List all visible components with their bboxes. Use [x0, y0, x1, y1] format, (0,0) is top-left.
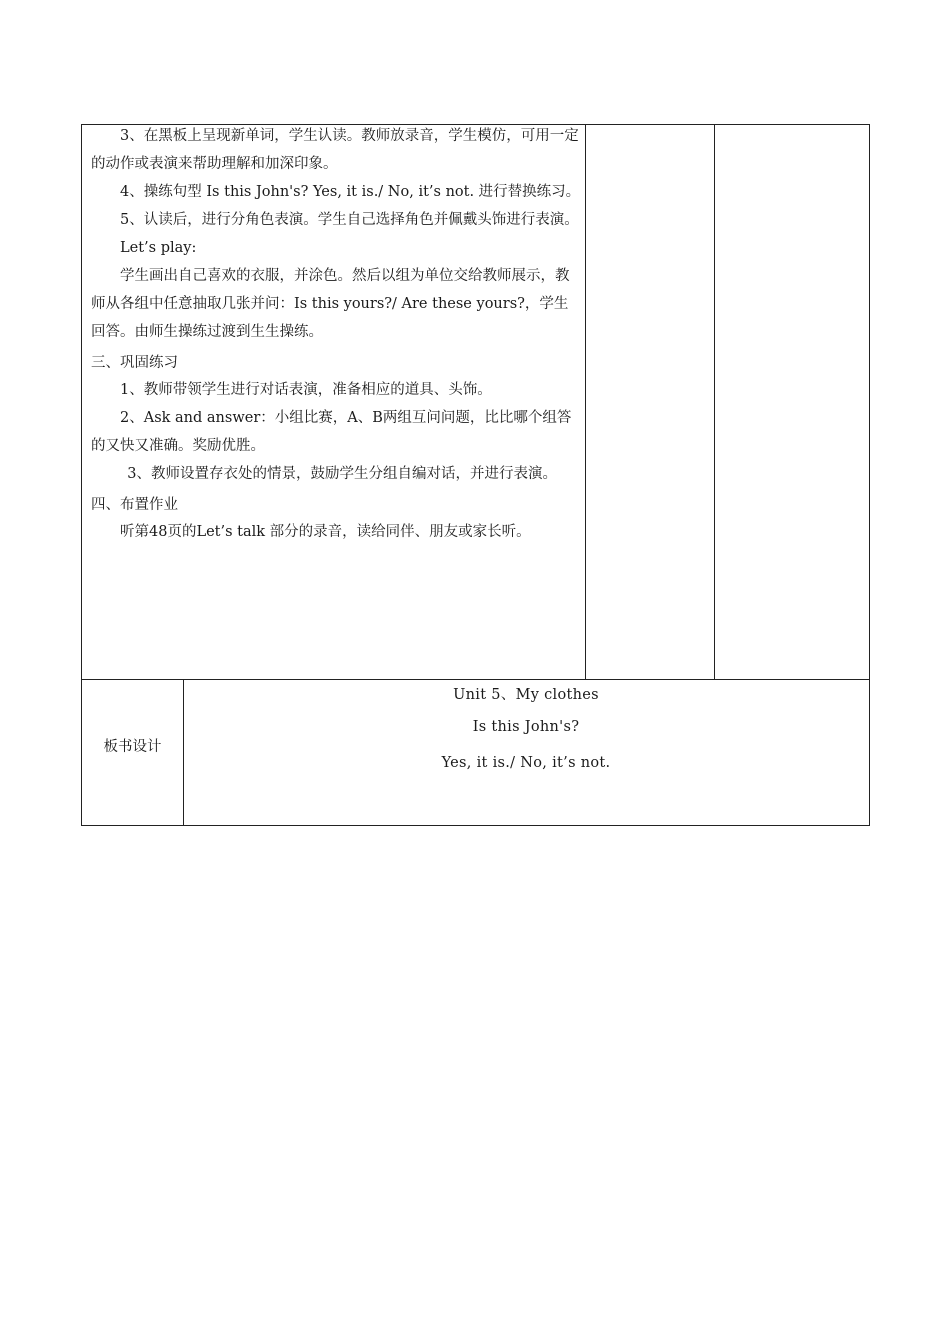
step-3-text: 3、在黑板上呈现新单词，学生认读。教师放录音，学生模仿，可用一定的动作或表演来帮助理解和加深印象。: [91, 128, 579, 172]
step-4-text: 4、操练句型 Is this John's? Yes, it is./ No, it’s not. 进行替换练习。: [120, 184, 581, 200]
section-3-item-2: 2、Ask and answer：小组比赛，A、B两组互问问题，比比哪个组答的又快又准确。奖励优胜。: [91, 410, 572, 454]
board-design-label: 板书设计: [103, 739, 162, 755]
section-3-item-1: 1、教师带领学生进行对话表演，准备相应的道具、头饰。: [120, 382, 492, 398]
board-line-answer: Yes, it is./ No, it’s not.: [441, 755, 611, 771]
section-3-title: 三、巩固练习: [91, 355, 178, 371]
section-3-item-3: 3、教师设置存衣处的情景，鼓励学生分组自编对话，并进行表演。: [127, 466, 557, 482]
section-4-item-1: 听第48页的Let’s talk 部分的录音，读给同伴、朋友或家长听。: [120, 524, 531, 540]
column-divider-1: [585, 124, 586, 679]
row-divider: [81, 679, 870, 680]
lets-play-heading: Let’s play:: [120, 240, 197, 256]
section-4-title: 四、布置作业: [91, 497, 178, 513]
board-line-title: Unit 5、My clothes: [453, 687, 599, 703]
lets-play-description: 学生画出自己喜欢的衣服，并涂色。然后以组为单位交给教师展示，教师从各组中任意抽取几张并问：Is this yours?/ Are these yours?，学生回答。由师生操练过渡到生生操练。: [91, 268, 570, 340]
step-5-text: 5、认读后，进行分角色表演。学生自己选择角色并佩戴头饰进行表演。: [120, 212, 579, 228]
board-line-question: Is this John's?: [472, 719, 580, 735]
teaching-process-cell: [91, 122, 581, 546]
column-divider-2: [714, 124, 715, 679]
